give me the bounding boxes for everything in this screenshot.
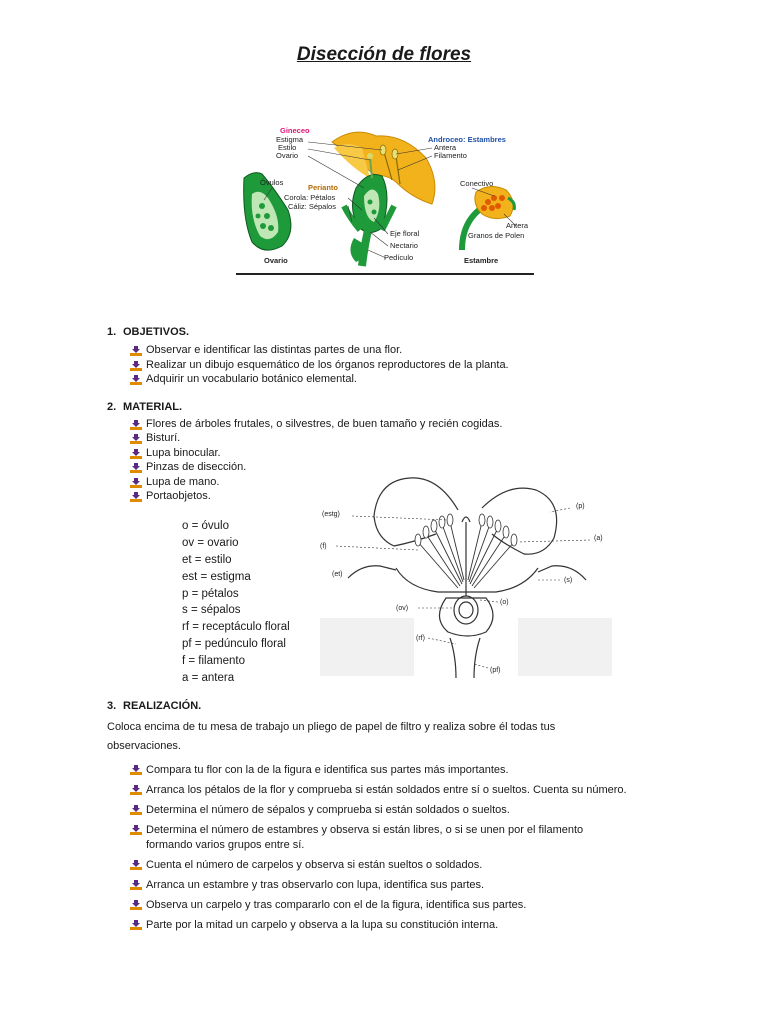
stamen-drawing (462, 186, 514, 250)
bullet-icon (130, 449, 142, 459)
section-heading-objetivos: 1. OBJETIVOS. (107, 326, 190, 338)
bullet-icon (130, 920, 142, 930)
bullet-icon (130, 860, 142, 870)
bullet-icon (130, 805, 142, 815)
list-item: Cuenta el número de carpelos y observa si están sueltos o soldados. (130, 858, 630, 873)
bullet-icon (130, 463, 142, 473)
legend-item: p = pétalos (182, 587, 239, 600)
objetivos-list (130, 344, 509, 388)
label-gineceo: Gineceo (280, 126, 310, 135)
legend-item: o = óvulo (182, 520, 229, 532)
label-rf: (rf) (416, 635, 425, 642)
flower-section-figure (318, 468, 614, 680)
bullet-icon (130, 785, 142, 795)
bullet-icon (130, 825, 142, 835)
legend-item: a = antera (182, 672, 235, 685)
legend-item: et = estilo (182, 553, 232, 566)
bullet-icon (130, 478, 142, 488)
legend-item: f = filamento (182, 655, 245, 668)
label-conectivo: Conectivo (460, 179, 494, 188)
label-antera: Antera (434, 143, 457, 152)
label-estg: (estg) (322, 511, 340, 518)
list-item: Portaobjetos. (130, 490, 502, 504)
label-et: (et) (332, 571, 343, 578)
bullet-icon (130, 434, 142, 444)
label-filamento: Filamento (434, 151, 467, 160)
label-estigma: Estigma (276, 135, 304, 144)
page-title: Disección de flores (296, 44, 472, 65)
figure-baseline-rule (236, 273, 534, 275)
section-heading-realizacion: 3. REALIZACIÓN. (107, 700, 202, 712)
label-o: (o) (500, 599, 509, 606)
realizacion-steps-list (130, 763, 630, 938)
list-item: Flores de árboles frutales, o silvestres, de buen tamaño y recién cogidas. (130, 418, 502, 432)
list-item: Compara tu flor con la de la figura e identifica sus partes más importantes. (130, 763, 630, 778)
list-item: Parte por la mitad un carpelo y observa a la lupa su constitución interna. (130, 918, 630, 933)
legend-item: est = estigma (182, 570, 251, 583)
bullet-icon (130, 765, 142, 775)
abbreviation-legend (182, 520, 290, 689)
label-perianto: Perianto (308, 183, 339, 192)
label-pediculo: Pedículo (384, 253, 414, 262)
label-nectario: Nectario (390, 241, 418, 250)
bullet-icon (130, 900, 142, 910)
list-item: Adquirir un vocabulario botánico elemental. (130, 373, 509, 388)
bullet-icon (130, 880, 142, 890)
list-item: Lupa binocular. (130, 447, 502, 461)
label-s: (s) (564, 577, 573, 584)
label-estilo: Estilo (278, 143, 297, 152)
list-item: Determina el número de estambres y observa si están libres, o si se unen por el filamento formando varios grupos entre sí. (130, 823, 630, 853)
list-item: Realizar un dibujo esquemático de los órganos reproductores de la planta. (130, 359, 509, 374)
bullet-icon (130, 375, 142, 385)
label-androceo: Androceo: Estambres (428, 135, 506, 144)
label-f: (f) (320, 543, 327, 550)
list-item: Determina el número de sépalos y comprueba si están soldados o sueltos. (130, 803, 630, 818)
caption-ovario: Ovario (264, 256, 288, 265)
legend-item: rf = receptáculo floral (182, 621, 290, 634)
list-item: Arranca los pétalos de la flor y comprueba si están soldados entre sí o sueltos. Cuenta su número. (130, 783, 630, 798)
flower-anatomy-figure (236, 118, 532, 276)
legend-item: pf = pedúnculo floral (182, 638, 286, 651)
label-a: (a) (594, 535, 603, 542)
list-item: Pinzas de disección. (130, 461, 502, 475)
label-ovario: Ovario (276, 151, 299, 160)
label-p: (p) (576, 503, 585, 510)
label-eje-floral: Eje floral (390, 229, 420, 238)
flower-drawing (332, 132, 435, 266)
legend-item: ov = ovario (182, 536, 239, 549)
bullet-icon (130, 492, 142, 502)
list-item: Observa un carpelo y tras compararlo con el de la figura, identifica sus partes. (130, 898, 630, 913)
list-item: Arranca un estambre y tras observarlo con lupa, identifica sus partes. (130, 878, 630, 893)
bullet-icon (130, 361, 142, 371)
label-pf: (pf) (490, 667, 501, 674)
label-ovulos: Óvulos (260, 178, 284, 187)
bullet-icon (130, 346, 142, 356)
caption-estambre: Estambre (464, 256, 499, 265)
label-corola: Corola: Pétalos (284, 193, 336, 202)
legend-item: s = sépalos (182, 604, 241, 617)
bullet-icon (130, 420, 142, 430)
label-antera-stamen: Antera (506, 221, 529, 230)
label-caliz: Cáliz: Sépalos (288, 202, 336, 211)
label-granos-polen: Granos de Polen (468, 231, 525, 240)
list-item: Lupa de mano. (130, 476, 502, 490)
section-heading-material: 2. MATERIAL. (107, 401, 183, 413)
list-item: Bisturí. (130, 432, 502, 446)
label-ov: (ov) (396, 605, 409, 612)
realizacion-intro: Coloca encima de tu mesa de trabajo un pliego de papel de filtro y realiza sobre él todas tus observaciones. (107, 721, 556, 752)
list-item: Observar e identificar las distintas partes de una flor. (130, 344, 509, 359)
